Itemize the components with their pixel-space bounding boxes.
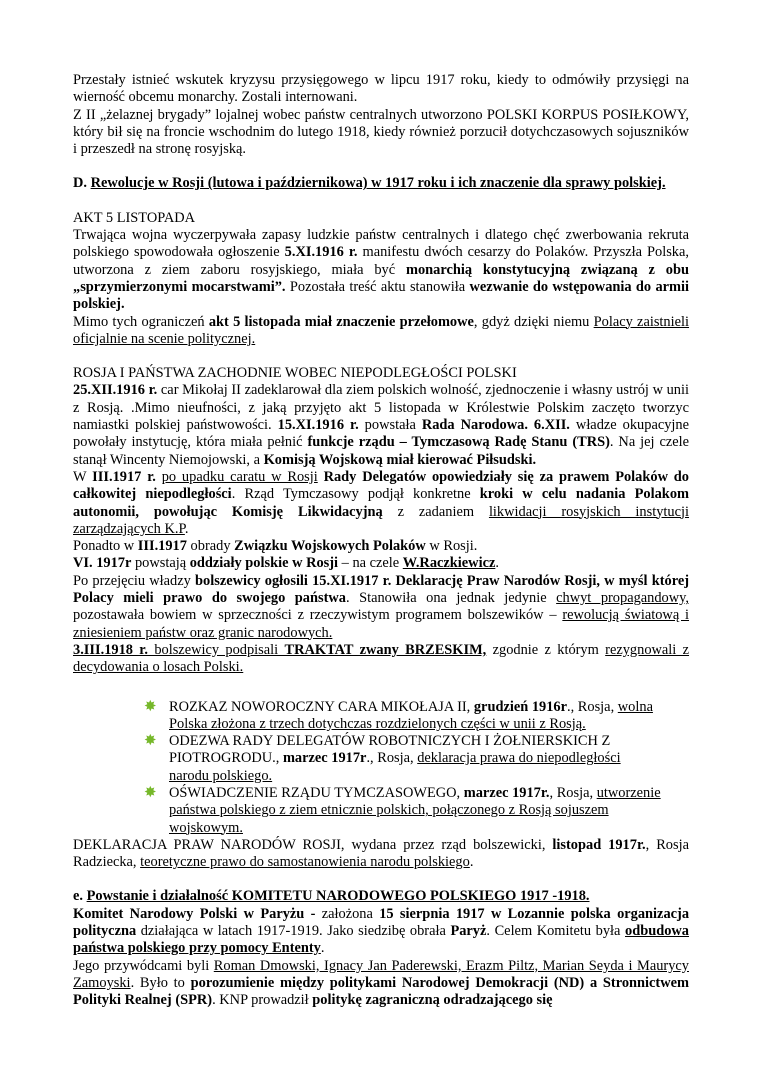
bold-text: bolszewicy ogłosili 15.XI.1917 r. Deklarację Praw Narodów Rosji, w myśl której Polacy mieli prawo do swojego państwa [73, 572, 689, 607]
bold-text: III.1917 [137, 538, 187, 555]
text: – na czele [338, 555, 403, 572]
text: Z II „żelaznej brygady” lojalnej wobec państw centralnych utworzono POLSKI KORPUS POSIŁKOWY, który bił się na froncie wschodnim do lutego 1918, kiedy również porzucił dotychczasowych sojuszników i przeszedł na stronę rosyjską. [73, 106, 689, 158]
underlined-text: rewolucją światową i zniesieniem państw oraz granic narodowych. [73, 607, 690, 641]
bullet-item [144, 785, 689, 837]
bold-text: listopad 1917r. [552, 836, 646, 853]
text: W [73, 468, 93, 485]
rosja-paragraph-4 [73, 555, 689, 572]
bold-text: 15 sierpnia 1917 w Lozannie polska organizacja polityczna [73, 905, 690, 940]
bold-text: marzec 1917r [282, 750, 367, 767]
text: Po przejęciu władzy [73, 572, 196, 589]
paragraph-internment [73, 72, 689, 107]
text: . Rząd Tymczasowy podjął konkretne [231, 486, 480, 503]
text: ., Rosja, [567, 698, 618, 715]
knp-paragraph-1 [73, 906, 689, 958]
text: , Rosja, [549, 784, 597, 801]
bold-text: grudzień 1916r [473, 698, 567, 715]
bold-text: VI. 1917r [73, 555, 132, 572]
underlined-text: chwyt propagandowy, [556, 590, 689, 607]
underlined-text: likwidacji rosyjskich instytucji zarządzających K.P [73, 503, 689, 537]
rosja-paragraph-5 [73, 573, 689, 642]
text: działająca w latach 1917-1919. Jako siedzibę obrała [136, 923, 451, 940]
bold-text: akt 5 listopada miał znaczenie przełomowe [208, 313, 474, 330]
bullet-item [144, 733, 689, 785]
bold-text: 15.XI.1916 r. [277, 417, 359, 434]
bullet-list [73, 699, 689, 837]
underlined-text: wolna Polska złożona z trzech dotychczas rozdzielonych części w unii z Rosją. [169, 698, 653, 732]
text: . [495, 555, 499, 572]
bold-text: marzec 1917r. [463, 784, 550, 801]
text: zgodnie z którym [486, 641, 606, 658]
text: ODEZWA RADY DELEGATÓW ROBOTNICZYCH I ŻOŁNIERSKICH Z PIOTROGRODU., [169, 733, 611, 767]
heading-text: AKT 5 LISTOPADA [73, 209, 196, 226]
bold-text: 25.XII.1916 r. [73, 382, 158, 399]
text: powstają [131, 555, 190, 572]
text: władze okupacyjne powołały instytucję, która miała pełnić [73, 417, 689, 451]
bold-text: Rada Narodowa. 6.XII. [421, 417, 570, 434]
bold-text: Komisją Wojskową miał kierować Piłsudski. [263, 451, 537, 468]
green-star-bullet-icon: ✸ [144, 733, 157, 750]
rosja-paragraph-1 [73, 382, 689, 468]
text: ., Rosja, [366, 750, 418, 767]
text: . Celem Komitetu była [486, 923, 625, 940]
akt-heading [73, 210, 689, 227]
text: Jego przywódcami byli [73, 957, 214, 974]
text: . Na jej czele stanął Wincenty Niemojowski, a [73, 434, 689, 468]
bold-text: III.1917 r. [92, 468, 156, 485]
paragraph-polski-korpus [73, 107, 689, 159]
section-label: e. [73, 888, 87, 905]
text: pozostawała bowiem w sprzeczności z rzeczywistym programem bolszewików – [73, 607, 563, 624]
bold-text: funkcje rządu – Tymczasową Radę Stanu (TRS) [307, 434, 610, 451]
text: założona [321, 905, 380, 922]
knp-paragraph-2 [73, 958, 689, 1010]
text: ROZKAZ NOWOROCZNY CARA MIKOŁAJA II, [169, 698, 474, 715]
text: powstała [358, 417, 422, 434]
bold-text: kroki w celu nadania Polakom autonomii, powołując Komisję Likwidacyjną [73, 486, 689, 520]
rosja-heading [73, 365, 689, 382]
akt-paragraph-1 [73, 227, 689, 313]
bold-text: Rady Delegatów opowiedziały się za prawem Polaków do całkowitej niepodległości [73, 468, 689, 503]
text: . [320, 940, 325, 957]
underlined-text: deklaracja prawa do niepodległości narodu polskiego. [169, 750, 621, 784]
bold-text: oddziały polskie w Rosji [189, 555, 339, 572]
bold-text: Paryż [450, 923, 487, 940]
underlined-text: utworzenie państwa polskiego z ziem etnicznie polskich, połączonego z Rosją sojuszem wojskowym. [169, 784, 661, 836]
text: Przestały istnieć wskutek kryzysu przysięgowego w lipcu 1917 roku, kiedy to odmówiły przysięgi na wierność obcemu monarchy. Zostali internowani. [73, 72, 689, 106]
underlined-text: Polacy zaistnieli oficjalnie na scenie politycznej. [73, 313, 690, 347]
underlined-text: bolszewicy podpisali [147, 641, 285, 658]
text: , gdyż dzięki niemu [473, 313, 594, 330]
underlined-text: rezygnowali z decydowania o losach Polski. [73, 641, 690, 676]
section-title: Rewolucje w Rosji (lutowa i październikowa) w 1917 roku i ich znaczenie dla sprawy polskiej. [90, 175, 666, 192]
bold-text: politykę zagraniczną odradzającego się [312, 992, 553, 1009]
text: obrady [186, 538, 235, 555]
bold-text: porozumienie między politykami Narodowej Demokracji (ND) a Stronnictwem Polityki Realnej (SPR) [73, 974, 689, 1009]
underlined-text: teoretyczne prawo do samostanowienia narodu polskiego [140, 854, 470, 871]
underlined-text: po upadku caratu w Rosji [161, 468, 318, 485]
text: , Rosja Radziecka, [73, 836, 689, 871]
text: Ponadto w [73, 538, 138, 555]
text: Trwająca wojna wyczerpywała zapasy ludzkie państw centralnych i dlatego chęć zwerbowania rekruta polskiego spowodowała ogłoszenie [73, 227, 689, 261]
rosja-paragraph-3 [73, 538, 689, 555]
text: DEKLARACJA PRAW NARODÓW ROSJI, wydana przez rząd bolszewicki, [73, 836, 553, 853]
bold-text: Związku Wojskowych Polaków [234, 538, 426, 555]
bold-text: monarchią konstytucyjną związaną z obu „sprzymierzonymi mocarstwami”. [73, 261, 689, 295]
text: . Stanowiła ona jednak jedynie [345, 590, 557, 607]
section-label: D. [73, 175, 91, 192]
text: z zadaniem [382, 503, 489, 520]
bold-underlined-text: odbudowa państwa polskiego przy pomocy Ententy [73, 923, 689, 957]
bold-text: wezwanie do wstępowania do armii polskiej. [73, 278, 690, 313]
deklaracja-paragraph [73, 837, 689, 872]
bullet-item [144, 699, 689, 734]
text: . [469, 854, 474, 871]
section-d-heading [73, 175, 689, 192]
text: OŚWIADCZENIE RZĄDU TYMCZASOWEGO, [169, 784, 464, 801]
heading-text: ROSJA I PAŃSTWA ZACHODNIE WOBEC NIEPODLEGŁOŚCI POLSKI [73, 365, 517, 382]
section-e-heading [73, 888, 689, 905]
underlined-text: Roman Dmowski, Ignacy Jan Paderewski, Erazm Piltz, Marian Seyda i Maurycy Zamoyski [73, 957, 689, 991]
akt-paragraph-2 [73, 314, 689, 349]
bold-underlined-text: W.Raczkiewicz [402, 555, 496, 572]
text: . Było to [130, 974, 191, 991]
text: manifestu dwóch cesarzy do Polaków. Przyszła Polska, utworzona z ziem zaboru rosyjskiego, miała być [73, 244, 689, 278]
document-page [73, 72, 689, 1010]
rosja-paragraph-2 [73, 469, 689, 538]
bold-underlined-text: TRAKTAT zwany BRZESKIM, [284, 641, 487, 658]
rosja-paragraph-6 [73, 642, 689, 677]
text: w Rosji. [425, 538, 478, 555]
text: Pozostała treść aktu stanowiła [285, 278, 470, 295]
green-star-bullet-icon: ✸ [144, 784, 157, 801]
bold-text: 5.XI.1916 r. [284, 244, 358, 261]
text: . KNP prowadził [212, 992, 313, 1009]
text: Mimo tych ograniczeń [73, 313, 209, 330]
section-title: Powstanie i działalność KOMITETU NARODOWEGO POLSKIEGO 1917 -1918. [86, 888, 590, 905]
text: . [184, 520, 189, 537]
text: car Mikołaj II zadeklarował dla ziem polskich wolność, zjednoczenie i własny ustrój w unii z Rosją. .Mimo nieufności, z jaką przyjęto akt 5 listopada w Królestwie Polskim zaczęto tworzyc namiastki polskiej państwowości. [73, 382, 689, 434]
bold-underlined-text: 3.III.1918 r. [73, 641, 148, 658]
green-star-bullet-icon: ✸ [144, 698, 157, 715]
bold-text: Komitet Narodowy Polski w Paryżu - [73, 905, 322, 922]
